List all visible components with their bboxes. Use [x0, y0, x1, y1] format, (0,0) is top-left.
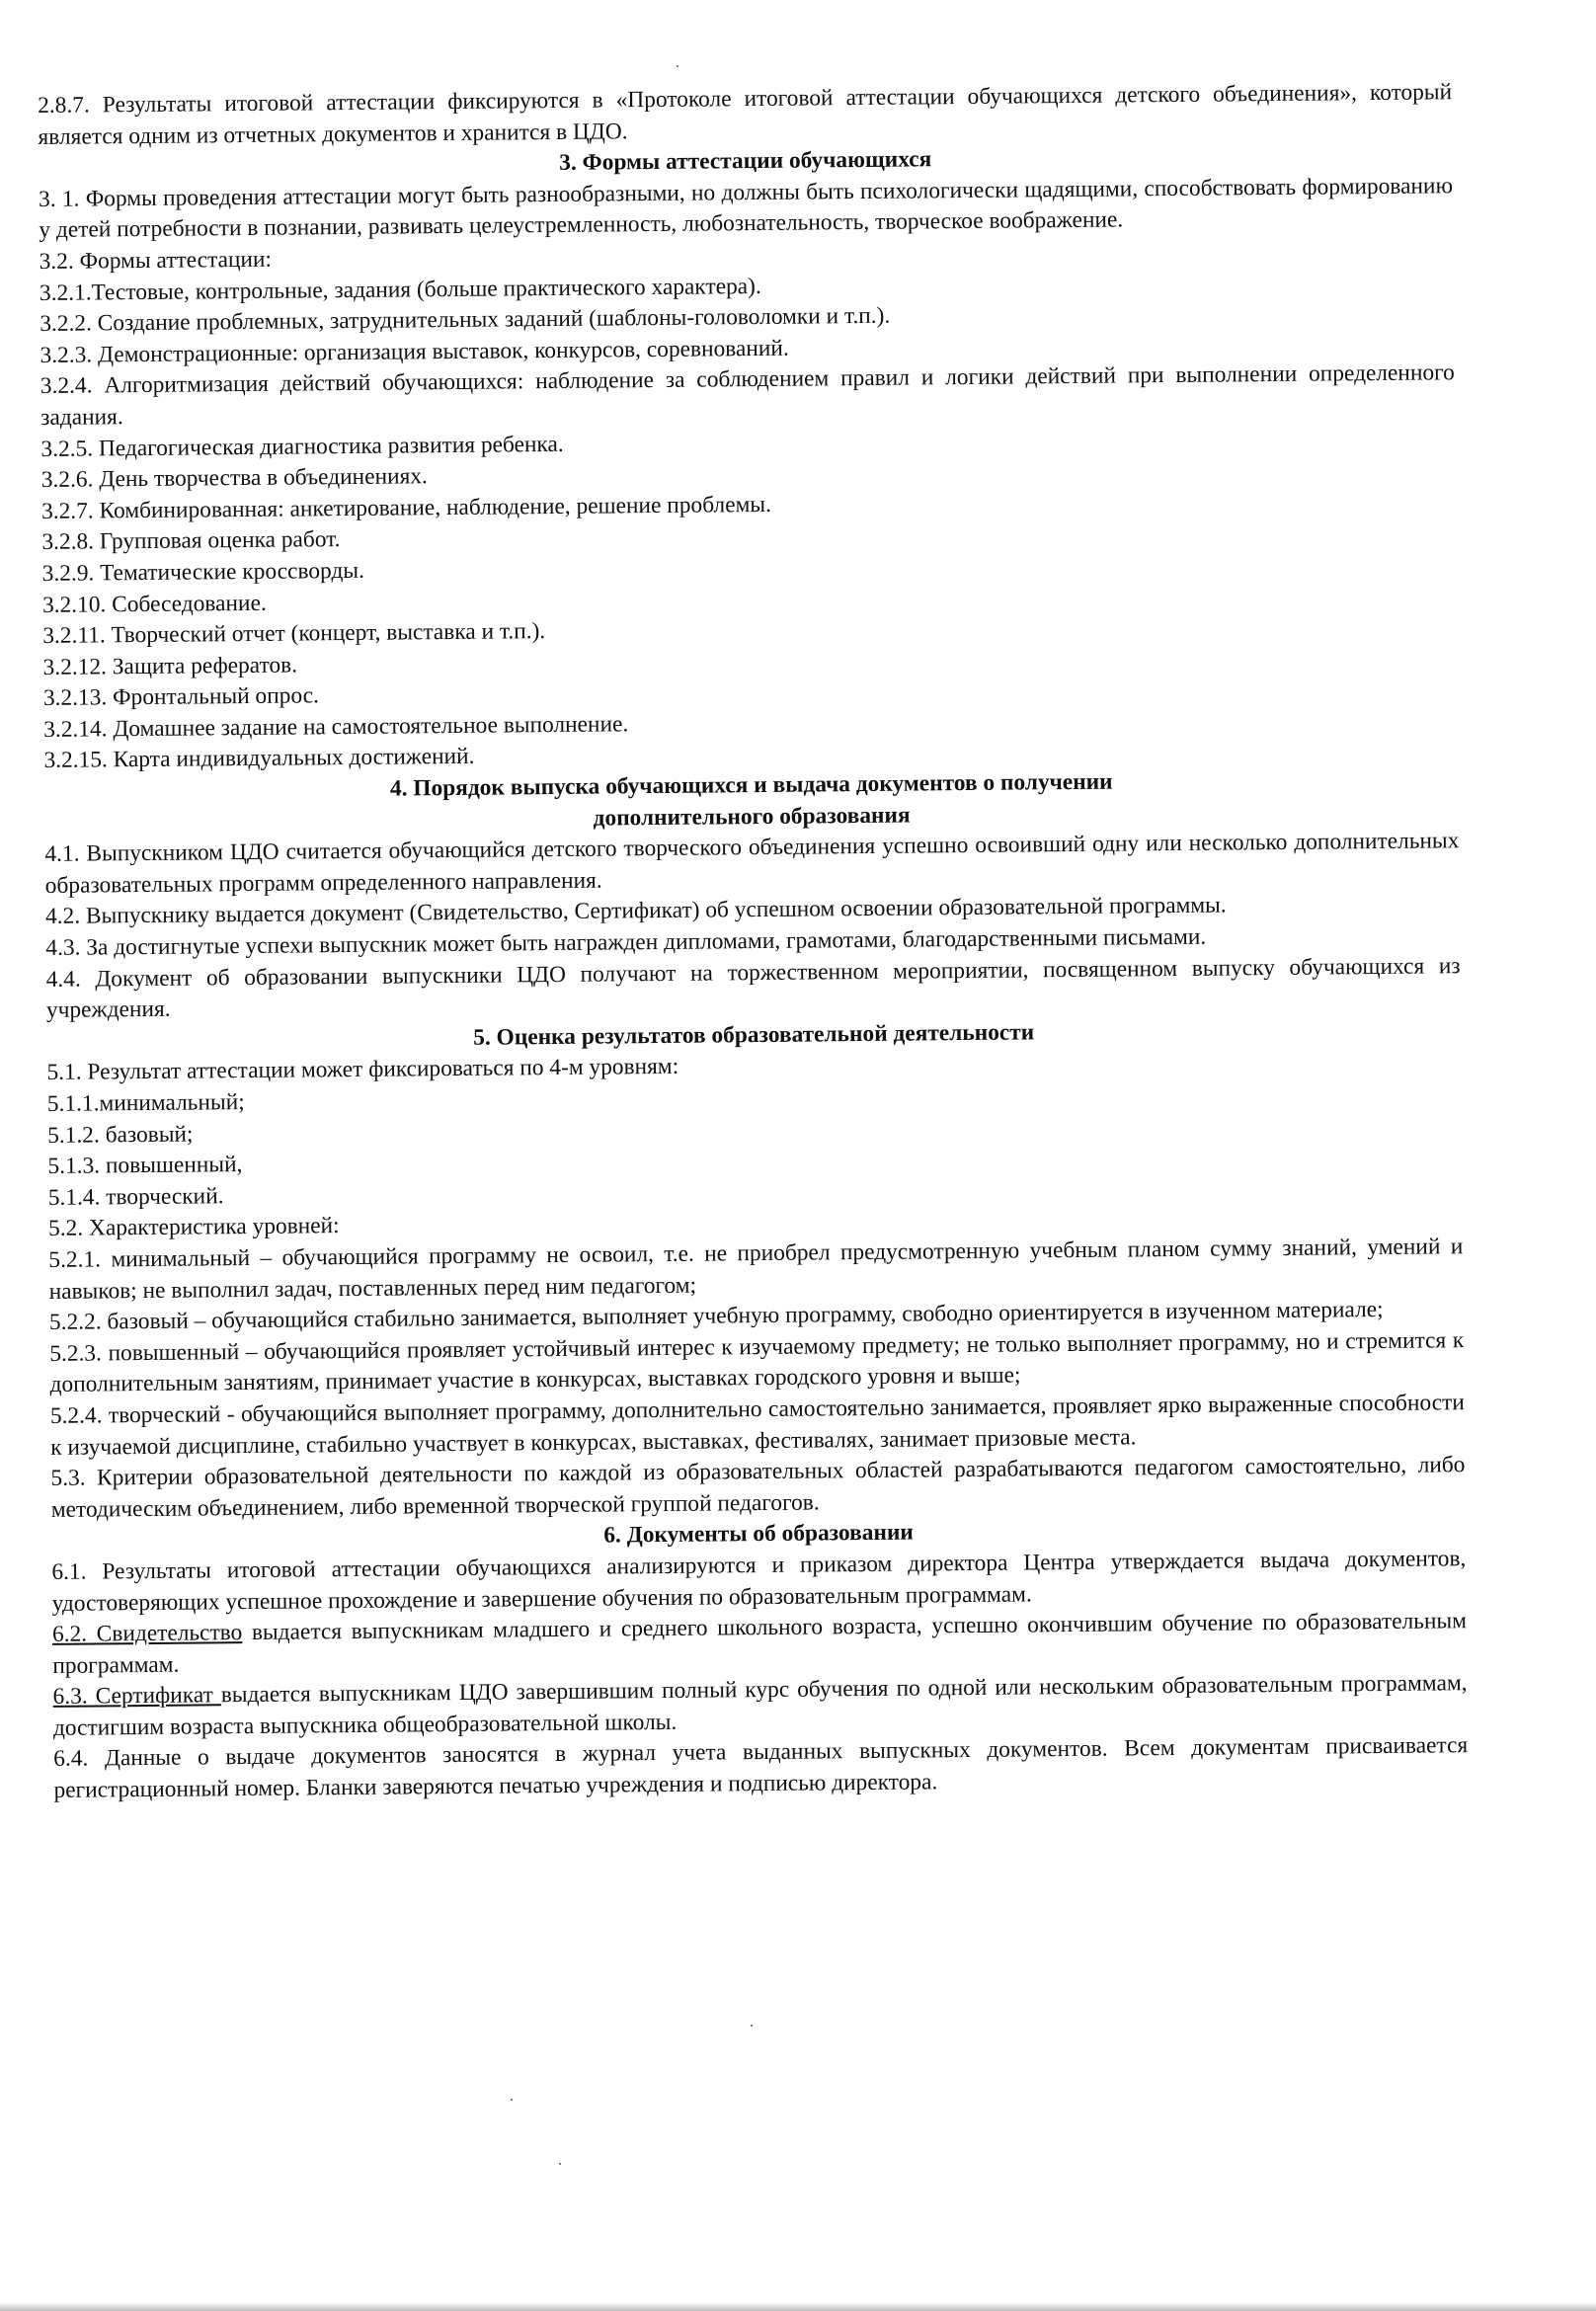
paragraph: 5.2.1. минимальный – обучающийся программу не освоил, т.е. не приобрел предусмотренную учебным планом сумму знаний, умений и навыков; не выполнил задач, поставленных перед ним педагогом;: [48, 1234, 1464, 1305]
paragraph: 3.2.13. Фронтальный опрос.: [42, 682, 320, 712]
section-heading: дополнительного образования: [593, 802, 911, 832]
paragraph: 3.2.5. Педагогическая диагностика развития ребенка.: [40, 431, 564, 462]
section-heading: 3. Формы аттестации обучающихся: [559, 146, 932, 177]
paragraph: 5.1.1.минимальный;: [46, 1089, 245, 1117]
scan-bottom-edge: [0, 2302, 1596, 2311]
scan-speck: [751, 2025, 753, 2027]
scan-speck: [677, 65, 678, 67]
paragraph-text: выдается выпускникам младшего и среднего школьного возраста, успешно окончившим обучение по образовательным программам.: [52, 1608, 1468, 1679]
section-heading: 6. Документы об образовании: [603, 1519, 914, 1549]
paragraph: 5.3. Критерии образовательной деятельности по каждой из образовательных областей разрабатываются педагогом самостоятельно, либо методическим объединением, либо временной творческой группой педагогов.: [50, 1452, 1466, 1523]
paragraph: 3.2.4. Алгоритмизация действий обучающихся: наблюдение за соблюдением правил и логики действий при выполнении определенного задания.: [40, 359, 1455, 431]
section-heading: 5. Оценка результатов образовательной деятельности: [473, 1019, 1035, 1051]
paragraph: 5.2.2. базовый – обучающийся стабильно занимается, выполняет учебную программу, свободно ориентируется в изученном материале;: [48, 1297, 1384, 1336]
paragraph: 3.2.11. Творческий отчет (концерт, выставка и т.п.).: [42, 618, 546, 650]
paragraph: 3.2.2. Создание проблемных, затруднительных заданий (шаблоны-головоломки и т.п.).: [40, 302, 891, 338]
paragraph: 4.3. За достигнутые успехи выпускник может быть награжден дипломами, грамотами, благодарственными письмами.: [45, 923, 1207, 961]
paragraph: 5.1. Результат аттестации может фиксироваться по 4-м уровням:: [46, 1054, 679, 1086]
paragraph: 5.2. Характеристика уровней:: [47, 1213, 340, 1242]
paragraph: 4.1. Выпускником ЦДО считается обучающийся детского творческого объединения успешно освоивший одну или несколько дополнительных образовательных программ определенного направления.: [44, 828, 1460, 899]
paragraph: 3.2.15. Карта индивидуальных достижений.: [43, 744, 475, 774]
paragraph: 2.8.7. Результаты итоговой аттестации фиксируются в «Протоколе итоговой аттестации обучающихся детского объединения», который является одним из отчетных документов и хранится в ЦДО.: [38, 79, 1453, 150]
paragraph: 5.2.4. творческий - обучающийся выполняет программу, дополнительно самостоятельно занимается, проявляет ярко выраженные способности к изучаемой дисциплине, стабильно участвует в конкурсах, выставках, фестивалях, занимает призовые места.: [49, 1390, 1465, 1461]
paragraph: 3.2.12. Защита рефератов.: [42, 652, 298, 680]
paragraph: 3.2.1.Тестовые, контрольные, задания (больше практического характера).: [39, 273, 761, 306]
paragraph: 5.1.2. базовый;: [47, 1121, 194, 1149]
scan-speck: [559, 2163, 561, 2165]
document-body: [38, 77, 1469, 1806]
paragraph: 5.1.4. творческий.: [47, 1183, 224, 1211]
paragraph: 3. 1. Формы проведения аттестации могут быть разнообразными, но должны быть психологически щадящими, способствовать формированию у детей потребности в познании, развивать целеустремленность, любознательность, творческое воображение.: [38, 173, 1454, 244]
paragraph: 3.2.3. Демонстрационные: организация выставок, конкурсов, соревнований.: [40, 335, 789, 368]
paragraph-text: выдается выпускникам ЦДО завершившим полный курс обучения по одной или нескольким образовательным программам, достигшим возраста выпускника общеобразовательной школы.: [52, 1670, 1468, 1741]
paragraph: 4.4. Документ об образовании выпускники ЦДО получают на торжественном мероприятии, посвященном выпуску обучающихся из учреждения.: [45, 952, 1461, 1024]
paragraph: 3.2.7. Комбинированная: анкетирование, наблюдение, решение проблемы.: [40, 491, 772, 524]
section-heading: 4. Порядок выпуска обучающихся и выдача документов о получении: [389, 768, 1113, 802]
paragraph: 6.4. Данные о выдаче документов заносятся в журнал учета выданных выпускных документов. Всем документам присваивается регистрационный номер. Бланки заверяются печатью учреждения и подписью директора.: [53, 1732, 1469, 1803]
paragraph: 4.2. Выпускнику выдается документ (Свидетельство, Сертификат) об успешном освоении образовательной программы.: [44, 892, 1227, 930]
paragraph: 3.2.10. Собеседование.: [41, 590, 267, 618]
paragraph: 3.2.14. Домашнее задание на самостоятельное выполнение.: [43, 711, 629, 743]
paragraph: 3.2.9. Тематические кроссворды.: [41, 557, 364, 587]
paragraph: 6.1. Результаты итоговой аттестации обучающихся анализируются и приказом директора Центра утверждается выдача документов, удостоверяющих успешное прохождение и завершение обучения по образовательным программам.: [51, 1546, 1467, 1617]
underlined-term: 6.2. Свидетельство: [51, 1620, 243, 1648]
scan-speck: [511, 2099, 513, 2101]
paragraph: 5.2.3. повышенный – обучающийся проявляет устойчивый интерес к изучаемому предмету; не только выполняет программу, но и стремится к дополнительным занятиям, принимает участие в конкурсах, выставках городского уровня и выше;: [49, 1326, 1465, 1398]
paragraph: 3.2.8. Групповая оценка работ.: [41, 526, 341, 556]
underlined-term: 6.3. Сертификат: [52, 1682, 221, 1711]
paragraph: 5.1.3. повышенный,: [47, 1152, 243, 1180]
paragraph: 3.2. Формы аттестации:: [39, 246, 273, 275]
paragraph: 3.2.6. День творчества в объединениях.: [40, 463, 428, 494]
